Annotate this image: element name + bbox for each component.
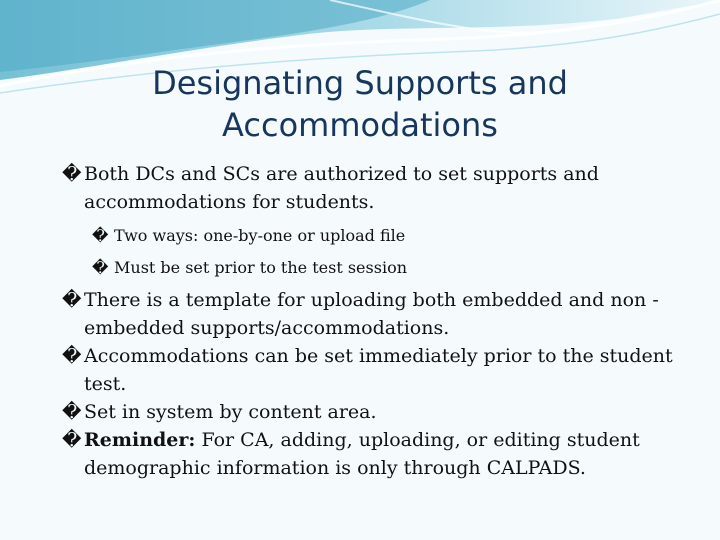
- bullet-text: There is a template for uploading both embedded and non -embedded supports/accommodations.: [84, 289, 659, 339]
- bullet-icon: �: [62, 345, 82, 367]
- bullet-icon: �: [92, 226, 109, 245]
- bullet-item: [62, 398, 702, 426]
- sub-bullet-item: [62, 220, 702, 252]
- bullet-text: Accommodations can be set immediately prior to the student test.: [84, 345, 673, 395]
- bullet-icon: �: [62, 289, 82, 311]
- bullet-icon: �: [62, 401, 82, 423]
- bullet-text: Set in system by content area.: [84, 401, 377, 423]
- bullet-text: Must be set prior to the test session: [114, 258, 407, 277]
- bullet-list: [62, 160, 702, 482]
- bullet-text: Two ways: one-by-one or upload file: [114, 226, 406, 245]
- bullet-icon: �: [92, 258, 109, 277]
- bullet-text: Both DCs and SCs are authorized to set supports and accommodations for students.: [84, 163, 599, 213]
- title-line-2: Accommodations: [222, 106, 498, 144]
- bullet-item: [62, 342, 702, 398]
- sub-bullet-item: [62, 252, 702, 284]
- bullet-item: [62, 286, 702, 342]
- bullet-text: For CA, adding, uploading, or editing student demographic information is only through CALPADS.: [84, 429, 640, 479]
- bullet-item: [62, 426, 702, 482]
- title-line-1: Designating Supports and: [152, 64, 568, 102]
- bullet-icon: �: [62, 429, 82, 451]
- bullet-icon: �: [62, 163, 82, 185]
- slide-title: [60, 62, 660, 146]
- bullet-item: [62, 160, 702, 216]
- reminder-label: Reminder:: [84, 429, 196, 451]
